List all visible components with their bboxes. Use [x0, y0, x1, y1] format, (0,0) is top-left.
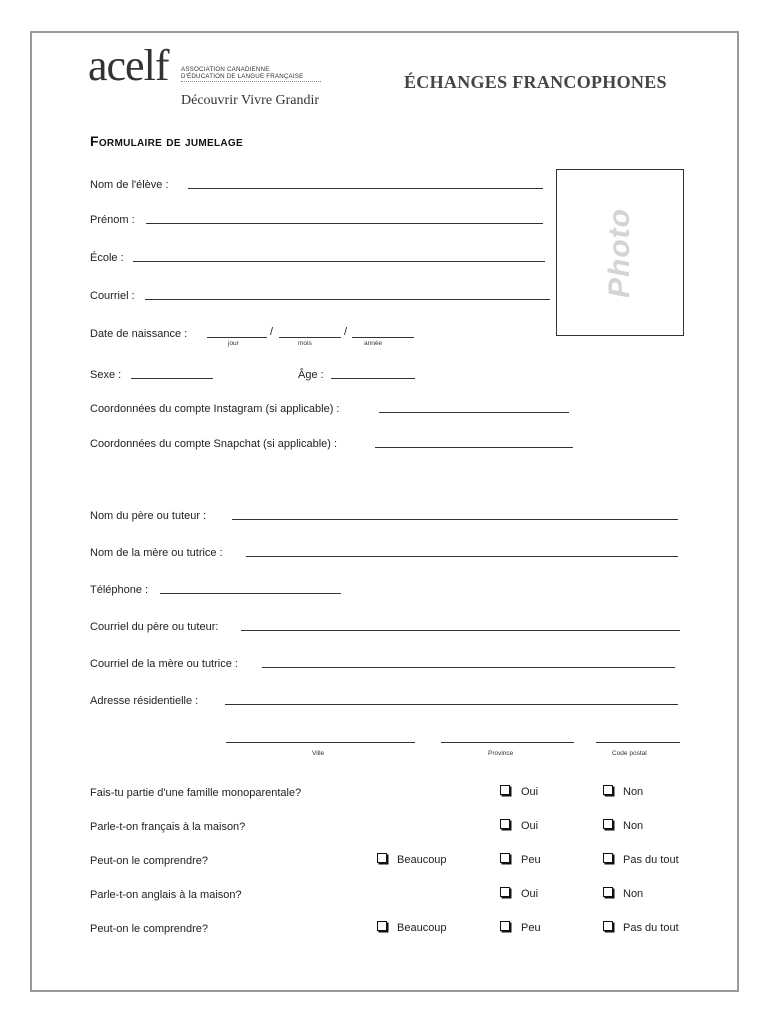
first-name-field[interactable] [146, 223, 543, 224]
birth-year-field[interactable] [352, 337, 414, 338]
email-label: Courriel : [90, 290, 135, 302]
school-field[interactable] [133, 261, 545, 262]
birth-day-field[interactable] [207, 337, 267, 338]
birthdate-label: Date de naissance : [90, 328, 188, 340]
question-english-understand: Peut-on le comprendre? [90, 923, 209, 935]
instagram-field[interactable] [379, 412, 569, 413]
sex-field[interactable] [131, 378, 213, 379]
postal-code-caption: Code postal [612, 750, 647, 757]
option-label: Peu [521, 922, 541, 934]
logo-org-line2: D'ÉDUCATION DE LANGUE FRANÇAISE [181, 73, 304, 80]
email-field[interactable] [145, 299, 550, 300]
student-name-field[interactable] [188, 188, 543, 189]
checkbox-french-understand-little[interactable] [500, 853, 510, 863]
day-caption: jour [228, 340, 239, 347]
mother-name-label: Nom de la mère ou tutrice : [90, 547, 223, 559]
option-label: Pas du tout [623, 922, 679, 934]
checkbox-french-understand-none[interactable] [603, 853, 613, 863]
question-single-parent: Fais-tu partie d'une famille monoparentale? [90, 787, 302, 799]
question-english-home: Parle-t-on anglais à la maison? [90, 889, 242, 901]
checkbox-single-parent-yes[interactable] [500, 785, 510, 795]
option-label: Beaucoup [397, 922, 447, 934]
year-caption: année [364, 340, 383, 347]
acelf-logo: acelf [88, 41, 169, 90]
first-name-label: Prénom : [90, 214, 135, 226]
sex-label: Sexe : [90, 369, 122, 381]
checkbox-english-home-no[interactable] [603, 887, 613, 897]
photo-label: Photo [603, 207, 637, 298]
father-name-field[interactable] [232, 519, 678, 520]
option-label: Pas du tout [623, 854, 679, 866]
school-label: École : [90, 252, 124, 264]
question-french-understand: Peut-on le comprendre? [90, 855, 209, 867]
checkbox-english-home-yes[interactable] [500, 887, 510, 897]
checkbox-english-understand-little[interactable] [500, 921, 510, 931]
checkbox-english-understand-none[interactable] [603, 921, 613, 931]
option-label: Peu [521, 854, 541, 866]
form-title: Formulaire de jumelage [90, 133, 243, 149]
student-name-label: Nom de l'élève : [90, 179, 169, 191]
mother-email-field[interactable] [262, 667, 675, 668]
phone-field[interactable] [160, 593, 341, 594]
month-caption: mois [298, 340, 312, 347]
mother-email-label: Courriel de la mère ou tutrice : [90, 658, 238, 670]
checkbox-single-parent-no[interactable] [603, 785, 613, 795]
date-separator: / [344, 326, 348, 338]
photo-placeholder [596, 190, 644, 315]
mother-name-field[interactable] [246, 556, 678, 557]
option-label: Non [623, 888, 644, 900]
snapchat-label: Coordonnées du compte Snapchat (si applicable) : [90, 438, 338, 450]
option-label: Oui [521, 820, 539, 832]
postal-code-field[interactable] [596, 742, 680, 743]
age-label: Âge : [298, 369, 324, 381]
province-caption: Province [488, 750, 514, 757]
father-email-field[interactable] [241, 630, 680, 631]
address-label: Adresse résidentielle : [90, 695, 199, 707]
city-caption: Ville [312, 750, 325, 757]
father-name-label: Nom du père ou tuteur : [90, 510, 207, 522]
checkbox-english-understand-a-lot[interactable] [377, 921, 387, 931]
logo-divider [181, 81, 321, 82]
option-label: Non [623, 820, 644, 832]
logo-tagline: Découvrir Vivre Grandir [181, 93, 320, 108]
question-french-home: Parle-t-on français à la maison? [90, 821, 246, 833]
logo-org-line1: ASSOCIATION CANADIENNE [181, 66, 270, 73]
checkbox-french-home-no[interactable] [603, 819, 613, 829]
program-title: ÉCHANGES FRANCOPHONES [404, 72, 667, 92]
phone-label: Téléphone : [90, 584, 149, 596]
option-label: Non [623, 786, 644, 798]
father-email-label: Courriel du père ou tuteur: [90, 621, 219, 633]
snapchat-field[interactable] [375, 447, 573, 448]
checkbox-french-understand-a-lot[interactable] [377, 853, 387, 863]
option-label: Oui [521, 786, 539, 798]
province-field[interactable] [441, 742, 574, 743]
instagram-label: Coordonnées du compte Instagram (si applicable) : [90, 403, 340, 415]
address-field[interactable] [225, 704, 678, 705]
option-label: Oui [521, 888, 539, 900]
age-field[interactable] [331, 378, 415, 379]
date-separator: / [270, 326, 274, 338]
checkbox-french-home-yes[interactable] [500, 819, 510, 829]
city-field[interactable] [226, 742, 415, 743]
option-label: Beaucoup [397, 854, 447, 866]
birth-month-field[interactable] [279, 337, 341, 338]
